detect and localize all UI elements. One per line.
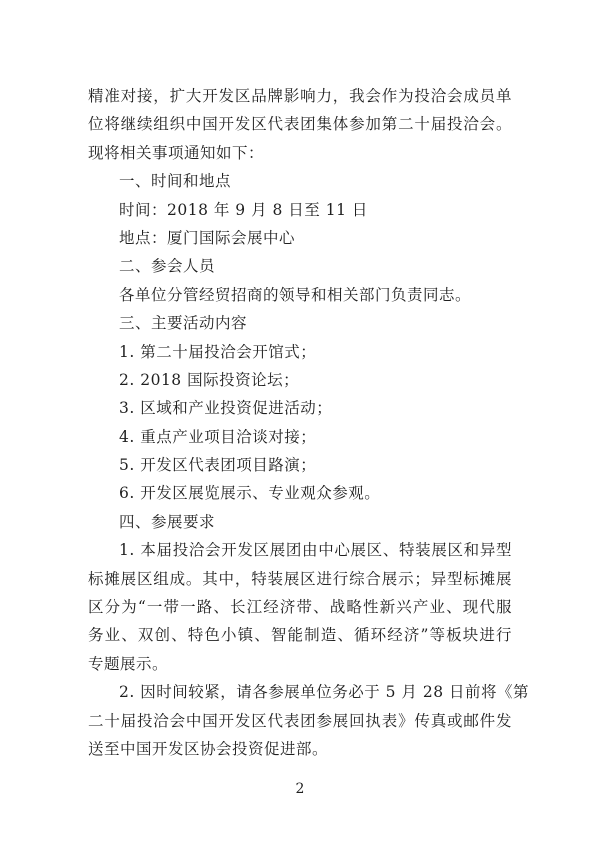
activity-item: 5. 开发区代表团项目路演； — [119, 456, 317, 475]
attendees-line: 各单位分管经贸招商的领导和相关部门负责同志。 — [119, 285, 472, 304]
body-paragraph-intro-line-1: 精准对接，扩大开发区品牌影响力，我会作为投洽会成员单 — [88, 87, 512, 105]
requirement-1-line-3: 区分为“一带一路、长江经济带、战略性新兴产业、现代服 — [88, 598, 512, 617]
requirement-2-line-2: 二十届投洽会中国开发区代表团参展回执表》传真或邮件发 — [88, 711, 512, 730]
requirement-1-line-4: 务业、双创、特色小镇、智能制造、循环经济”等板块进行 — [88, 626, 512, 645]
body-paragraph-intro-line-2: 位将继续组织中国开发区代表团集体参加第二十届投洽会。 — [88, 115, 512, 134]
requirement-2-line-1: 2. 因时间较紧，请各参展单位务必于 5 月 28 日前将《第 — [119, 683, 530, 702]
location-line: 地点：厦门国际会展中心 — [119, 228, 296, 247]
activity-item: 2. 2018 国际投资论坛； — [119, 370, 300, 389]
section-heading-attendees: 二、参会人员 — [119, 257, 216, 276]
requirement-1-line-2: 标摊展区组成。其中，特装展区进行综合展示；异型标摊展 — [88, 569, 512, 588]
requirement-1-line-1: 1. 本届投洽会开发区展团由中心展区、特装展区和异型 — [119, 541, 512, 560]
document-body — [88, 82, 530, 763]
body-paragraph-intro-line-3: 现将相关事项通知如下： — [88, 143, 265, 162]
time-line: 时间：2018 年 9 月 8 日至 11 日 — [119, 200, 368, 219]
requirement-1-line-5: 专题展示。 — [88, 654, 169, 673]
activity-item: 3. 区域和产业投资促进活动； — [119, 399, 333, 418]
activity-item: 1. 第二十届投洽会开馆式； — [119, 342, 317, 361]
section-heading-activities: 三、主要活动内容 — [119, 314, 248, 333]
section-heading-time-location: 一、时间和地点 — [119, 172, 232, 191]
section-heading-requirements: 四、参展要求 — [119, 512, 216, 531]
activity-item: 6. 开发区展览展示、专业观众参观。 — [119, 484, 381, 503]
activity-item: 4. 重点产业项目洽谈对接； — [119, 427, 317, 446]
page-number: 2 — [295, 781, 305, 797]
requirement-2-line-3: 送至中国开发区协会投资促进部。 — [88, 739, 329, 758]
